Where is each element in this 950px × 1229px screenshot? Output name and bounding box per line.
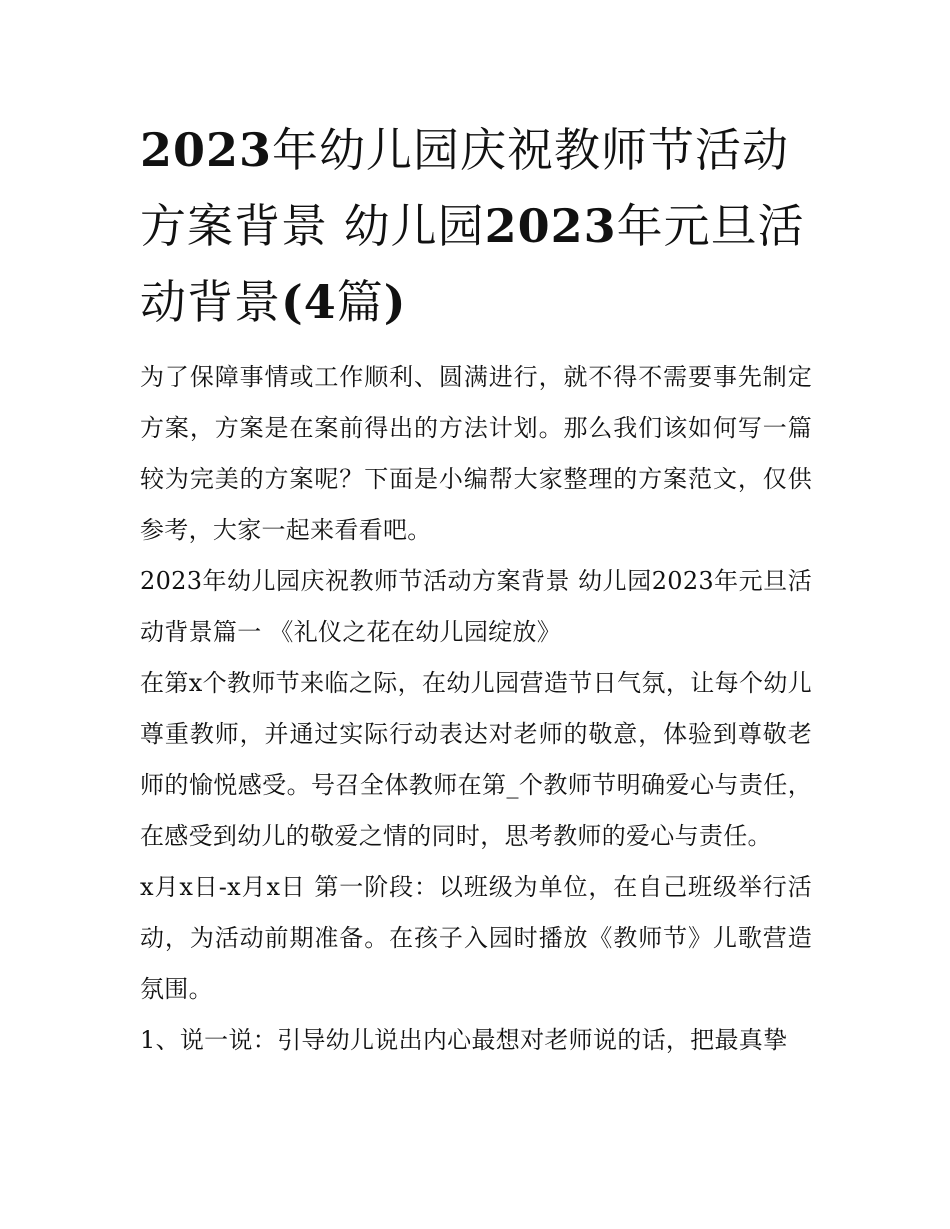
stage-one-paragraph: x月x日-x月x日 第一阶段：以班级为单位，在自己班级举行活动，为活动前期准备。在孩子入园时播放《教师节》儿歌营造氛围。 — [140, 873, 812, 1003]
activity-item-paragraph: 1、说一说：引导幼儿说出内心最想对老师说的话，把最真挚 — [140, 1026, 788, 1054]
document-title: 2023年幼儿园庆祝教师节活动方案背景 幼儿园2023年元旦活动背景(4篇) — [140, 123, 805, 329]
body-paragraph: 在第x个教师节来临之际，在幼儿园营造节日气氛，让每个幼儿尊重教师，并通过实际行动表达对老师的敬意，体验到尊敬老师的愉悦感受。号召全体教师在第_个教师节明确爱心与责任，在感受到幼儿的敬爱之情的同时，思考教师的爱心与责任。 — [140, 669, 812, 850]
intro-paragraph: 为了保障事情或工作顺利、圆满进行，就不得不需要事先制定方案，方案是在案前得出的方法计划。那么我们该如何写一篇较为完美的方案呢？下面是小编帮大家整理的方案范文，仅供参考，大家一起来看看吧。 — [140, 363, 812, 544]
section-heading-paragraph: 2023年幼儿园庆祝教师节活动方案背景 幼儿园2023年元旦活动背景篇一 《礼仪之花在幼儿园绽放》 — [140, 567, 812, 646]
